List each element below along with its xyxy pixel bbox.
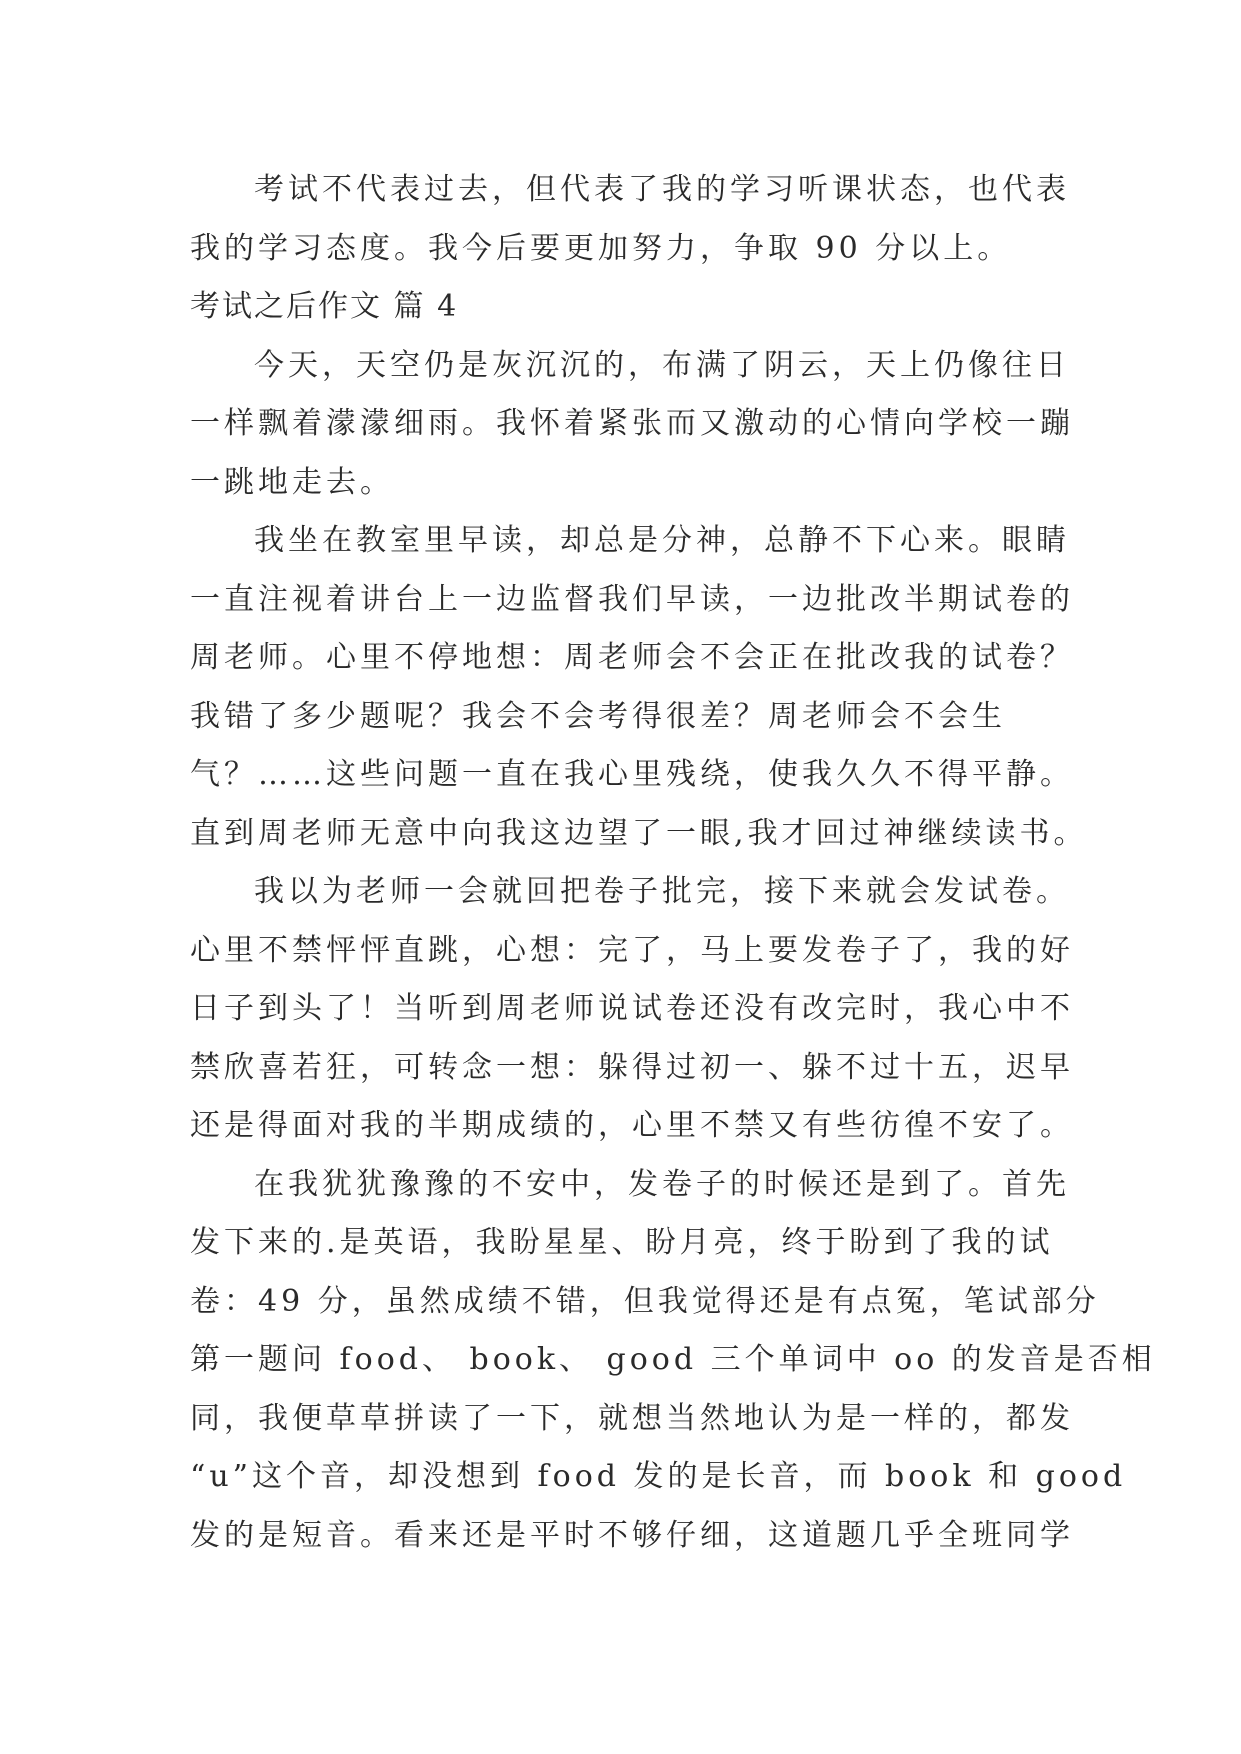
text-line: 我的学习态度。我今后要更加努力，争取 90 分以上。 xyxy=(190,230,1012,266)
essay-text xyxy=(190,161,1156,1565)
text-line: 在我犹犹豫豫的不安中，发卷子的时候还是到了。首先 xyxy=(254,1166,1070,1202)
text-line: 考试不代表过去，但代表了我的学习听课状态，也代表 xyxy=(254,172,1070,207)
text-line: “u”这个音，却没想到 food 发的是长音，而 book 和 good xyxy=(190,1459,1127,1494)
text-line: 我以为老师一会就回把卷子批完，接下来就会发试卷。 xyxy=(254,874,1070,909)
text-line: 气？……这些问题一直在我心里残绕，使我久久不得平静。 xyxy=(190,757,1074,792)
text-line: 直到周老师无意中向我这边望了一眼,我才回过神继续读书。 xyxy=(190,815,1088,851)
text-line: 日子到头了！当听到周老师说试卷还没有改完时，我心中不 xyxy=(190,991,1074,1026)
text-line: 我坐在教室里早读，却总是分神，总静不下心来。眼睛 xyxy=(254,523,1070,558)
text-line: 发下来的.是英语，我盼星星、盼月亮，终于盼到了我的试 xyxy=(190,1225,1054,1260)
text-line: 还是得面对我的半期成绩的，心里不禁又有些彷徨不安了。 xyxy=(190,1108,1074,1143)
text-line: 今天，天空仍是灰沉沉的，布满了阴云，天上仍像往日 xyxy=(254,347,1070,383)
text-line: 我错了多少题呢？我会不会考得很差？周老师会不会生 xyxy=(190,698,1006,734)
text-line: 一样飘着濛濛细雨。我怀着紧张而又激动的心情向学校一蹦 xyxy=(190,406,1074,441)
text-line: 发的是短音。看来还是平时不够仔细，这道题几乎全班同学 xyxy=(190,1517,1074,1553)
text-line: 一跳地走去。 xyxy=(190,464,394,500)
text-line: 第一题问 food、 book、 good 三个单词中 oo 的发音是否相 xyxy=(190,1342,1156,1377)
section-heading: 考试之后作文 篇 4 xyxy=(190,289,459,324)
text-line: 卷：49 分，虽然成绩不错，但我觉得还是有点冤，笔试部分 xyxy=(190,1283,1100,1319)
text-line: 禁欣喜若狂，可转念一想：躲得过初一、躲不过十五，迟早 xyxy=(190,1049,1074,1085)
text-line: 同，我便草草拼读了一下，就想当然地认为是一样的，都发 xyxy=(190,1400,1074,1436)
text-line: 一直注视着讲台上一边监督我们早读，一边批改半期试卷的 xyxy=(190,581,1074,617)
text-line: 周老师。心里不停地想：周老师会不会正在批改我的试卷？ xyxy=(190,640,1074,675)
text-line: 心里不禁怦怦直跳，心想：完了，马上要发卷子了，我的好 xyxy=(190,932,1074,968)
